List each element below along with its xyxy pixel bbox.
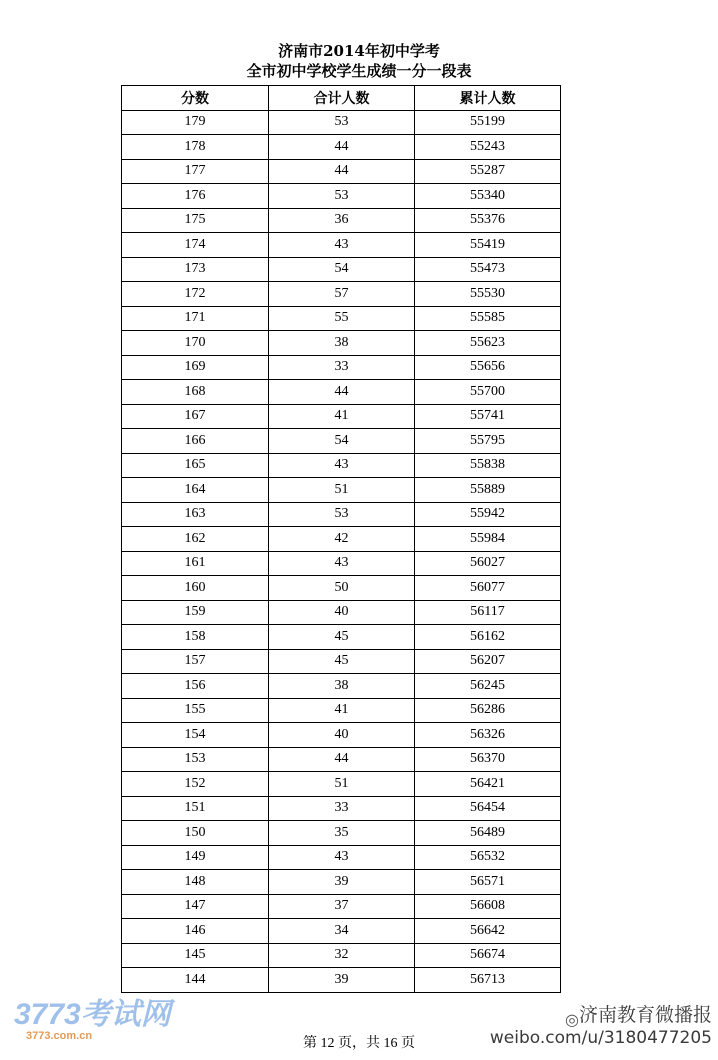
table-row [122, 698, 561, 723]
cell-score: 161 [122, 551, 269, 576]
table-row [122, 919, 561, 944]
cell-cumulative: 55199 [415, 110, 561, 135]
table-row [122, 870, 561, 895]
cell-score: 162 [122, 527, 269, 552]
cell-score: 155 [122, 698, 269, 723]
table-row [122, 453, 561, 478]
cell-score: 174 [122, 233, 269, 258]
cell-count: 40 [269, 723, 415, 748]
cell-count: 53 [269, 502, 415, 527]
cell-count: 36 [269, 208, 415, 233]
table-row [122, 429, 561, 454]
cell-score: 150 [122, 821, 269, 846]
cell-count: 55 [269, 306, 415, 331]
table-row [122, 625, 561, 650]
cell-cumulative: 55795 [415, 429, 561, 454]
cell-cumulative: 56713 [415, 968, 561, 993]
table-row [122, 331, 561, 356]
cell-score: 160 [122, 576, 269, 601]
table-row [122, 355, 561, 380]
cell-count: 44 [269, 380, 415, 405]
cell-cumulative: 56489 [415, 821, 561, 846]
cell-count: 45 [269, 625, 415, 650]
page-footer: 第 12 页，共 16 页 [303, 1036, 415, 1051]
table-row [122, 845, 561, 870]
cell-score: 172 [122, 282, 269, 307]
table-row [122, 233, 561, 258]
cell-count: 38 [269, 331, 415, 356]
table-row [122, 772, 561, 797]
cell-count: 44 [269, 747, 415, 772]
header-count: 合计人数 [269, 86, 415, 111]
cell-count: 57 [269, 282, 415, 307]
cell-count: 35 [269, 821, 415, 846]
cell-cumulative: 55243 [415, 135, 561, 160]
cell-count: 51 [269, 772, 415, 797]
cell-score: 166 [122, 429, 269, 454]
cell-score: 170 [122, 331, 269, 356]
weibo-url: weibo.com/u/3180477205 [489, 1028, 712, 1048]
cell-score: 169 [122, 355, 269, 380]
cell-cumulative: 56370 [415, 747, 561, 772]
table-row [122, 208, 561, 233]
cell-cumulative: 55473 [415, 257, 561, 282]
table-row [122, 821, 561, 846]
cell-count: 41 [269, 404, 415, 429]
table-row [122, 796, 561, 821]
cell-cumulative: 56326 [415, 723, 561, 748]
table-row [122, 257, 561, 282]
document-title: 济南市2014年初中学考 [278, 42, 440, 60]
score-table [121, 85, 561, 993]
cell-count: 54 [269, 429, 415, 454]
cell-count: 39 [269, 870, 415, 895]
weibo-handle: 济南教育微播报 [578, 1004, 712, 1026]
cell-cumulative: 56245 [415, 674, 561, 699]
cell-score: 154 [122, 723, 269, 748]
cell-cumulative: 55376 [415, 208, 561, 233]
table-body [122, 110, 561, 992]
cell-score: 167 [122, 404, 269, 429]
cell-count: 38 [269, 674, 415, 699]
cell-cumulative: 55419 [415, 233, 561, 258]
cell-count: 43 [269, 845, 415, 870]
cell-cumulative: 55838 [415, 453, 561, 478]
document-subtitle: 全市初中学校学生成绩一分一段表 [246, 62, 472, 80]
watermark-brand: 3773考试网 [14, 998, 171, 1031]
cell-score: 171 [122, 306, 269, 331]
cell-cumulative: 56642 [415, 919, 561, 944]
table-row [122, 282, 561, 307]
cell-count: 43 [269, 233, 415, 258]
cell-count: 41 [269, 698, 415, 723]
cell-score: 178 [122, 135, 269, 160]
cell-score: 157 [122, 649, 269, 674]
table-row [122, 649, 561, 674]
cell-count: 44 [269, 135, 415, 160]
table-row [122, 478, 561, 503]
cell-cumulative: 56674 [415, 943, 561, 968]
header-cumulative: 累计人数 [415, 86, 561, 111]
cell-score: 151 [122, 796, 269, 821]
cell-cumulative: 55530 [415, 282, 561, 307]
cell-count: 45 [269, 649, 415, 674]
cell-cumulative: 55656 [415, 355, 561, 380]
cell-cumulative: 56454 [415, 796, 561, 821]
cell-score: 144 [122, 968, 269, 993]
cell-count: 53 [269, 184, 415, 209]
cell-count: 42 [269, 527, 415, 552]
watermark-site: 3773.com.cn [26, 1030, 93, 1042]
cell-count: 43 [269, 453, 415, 478]
table-row [122, 380, 561, 405]
cell-score: 158 [122, 625, 269, 650]
cell-score: 145 [122, 943, 269, 968]
table-row [122, 576, 561, 601]
cell-cumulative: 55585 [415, 306, 561, 331]
cell-count: 34 [269, 919, 415, 944]
cell-score: 176 [122, 184, 269, 209]
table-row [122, 674, 561, 699]
cell-cumulative: 56117 [415, 600, 561, 625]
cell-score: 156 [122, 674, 269, 699]
table-row [122, 135, 561, 160]
cell-cumulative: 55741 [415, 404, 561, 429]
cell-count: 51 [269, 478, 415, 503]
table-row [122, 723, 561, 748]
cell-count: 37 [269, 894, 415, 919]
cell-cumulative: 56421 [415, 772, 561, 797]
cell-cumulative: 55287 [415, 159, 561, 184]
cell-count: 32 [269, 943, 415, 968]
table-row [122, 404, 561, 429]
cell-score: 148 [122, 870, 269, 895]
table-row [122, 110, 561, 135]
cell-cumulative: 56077 [415, 576, 561, 601]
cell-cumulative: 56608 [415, 894, 561, 919]
cell-count: 33 [269, 796, 415, 821]
cell-score: 159 [122, 600, 269, 625]
cell-score: 146 [122, 919, 269, 944]
watermark-3773 [14, 1000, 171, 1042]
cell-count: 33 [269, 355, 415, 380]
cell-score: 149 [122, 845, 269, 870]
cell-score: 179 [122, 110, 269, 135]
weibo-icon: ◎ [565, 1009, 579, 1029]
table-row [122, 968, 561, 993]
cell-score: 153 [122, 747, 269, 772]
cell-score: 164 [122, 478, 269, 503]
table-row [122, 184, 561, 209]
table-row [122, 600, 561, 625]
cell-cumulative: 55984 [415, 527, 561, 552]
cell-score: 173 [122, 257, 269, 282]
cell-score: 163 [122, 502, 269, 527]
cell-count: 40 [269, 600, 415, 625]
watermark-weibo [490, 1003, 712, 1049]
cell-cumulative: 56571 [415, 870, 561, 895]
header-score: 分数 [122, 86, 269, 111]
cell-cumulative: 56162 [415, 625, 561, 650]
cell-cumulative: 55340 [415, 184, 561, 209]
cell-count: 44 [269, 159, 415, 184]
cell-count: 50 [269, 576, 415, 601]
cell-cumulative: 55700 [415, 380, 561, 405]
cell-count: 39 [269, 968, 415, 993]
table-row [122, 159, 561, 184]
table-row [122, 747, 561, 772]
table-row [122, 527, 561, 552]
cell-count: 53 [269, 110, 415, 135]
table-row [122, 894, 561, 919]
cell-cumulative: 56027 [415, 551, 561, 576]
cell-score: 147 [122, 894, 269, 919]
cell-cumulative: 55889 [415, 478, 561, 503]
cell-cumulative: 55942 [415, 502, 561, 527]
cell-cumulative: 56207 [415, 649, 561, 674]
cell-score: 152 [122, 772, 269, 797]
cell-score: 175 [122, 208, 269, 233]
table-header-row [122, 86, 561, 111]
cell-score: 177 [122, 159, 269, 184]
table-row [122, 551, 561, 576]
cell-score: 168 [122, 380, 269, 405]
table-row [122, 306, 561, 331]
cell-cumulative: 56532 [415, 845, 561, 870]
cell-cumulative: 56286 [415, 698, 561, 723]
cell-cumulative: 55623 [415, 331, 561, 356]
table-row [122, 943, 561, 968]
table-row [122, 502, 561, 527]
cell-count: 43 [269, 551, 415, 576]
cell-count: 54 [269, 257, 415, 282]
cell-score: 165 [122, 453, 269, 478]
